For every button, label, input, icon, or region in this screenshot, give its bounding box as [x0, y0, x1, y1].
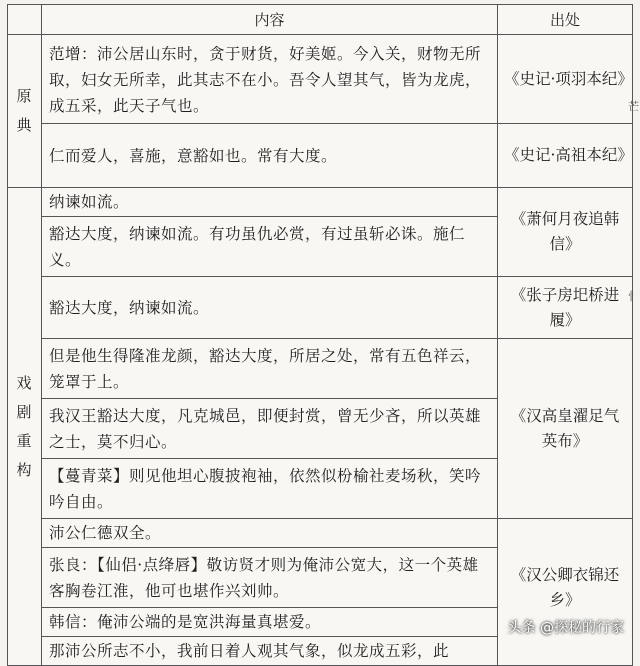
header-row	[8, 5, 633, 35]
content-cell: 纳谏如流。	[42, 188, 498, 217]
table-row	[8, 35, 633, 124]
source-cell: 《张子房圯桥进履》	[498, 277, 633, 339]
category-char: 构	[16, 460, 33, 479]
content-cell: 范增：沛公居山东时，贪于财货，好美姬。今入关，财物无所取，妇女无所幸，此其志不在小。吾令人望其气，皆为龙虎，成五采，此天子气也。	[42, 35, 498, 124]
source-cell: 《萧何月夜追韩信》	[498, 188, 633, 277]
table-row	[8, 188, 633, 217]
comparison-table	[7, 4, 633, 666]
source-cell: 《史记·项羽本纪》	[498, 35, 633, 124]
table-row	[8, 124, 633, 188]
source-cell: 《汉公卿衣锦还乡》	[498, 519, 633, 666]
content-cell: 我汉王豁达大度，凡克城邑，即便封赏，曾无少吝，所以英雄之士，莫不归心。	[42, 399, 498, 459]
edge-mark: 芒	[628, 100, 639, 113]
content-cell: 仁而爱人，喜施，意豁如也。常有大度。	[42, 124, 498, 188]
content-cell: 【蔓青菜】则见他坦心腹披袍袖，依然似枌榆社麦场秋，笑吟吟自由。	[42, 459, 498, 519]
header-content: 内容	[42, 5, 498, 35]
content-cell: 沛公仁德双全。	[42, 519, 498, 548]
table-row	[8, 277, 633, 339]
category-cell-original	[8, 35, 42, 188]
category-char: 戏	[16, 373, 33, 392]
content-cell: 豁达大度，纳谏如流。	[42, 277, 498, 339]
source-cell: 《汉高皇濯足气英布》	[498, 339, 633, 519]
category-cell-drama	[8, 188, 42, 666]
table-row	[8, 339, 633, 399]
content-cell: 张良：【仙侣·点绛唇】敬访贤才则为俺沛公宽大，这一个英雄客胸卷江淮，他可也堪作兴刘帅。	[42, 548, 498, 608]
content-cell: 韩信：俺沛公端的是宽洪海量真堪爱。	[42, 608, 498, 637]
edge-mark: 忄	[628, 290, 639, 303]
content-cell: 但是他生得隆准龙颜，豁达大度，所居之处，常有五色祥云，笼罩于上。	[42, 339, 498, 399]
watermark: 头条 @探秘的行家	[507, 620, 624, 636]
content-cell: 豁达大度，纳谏如流。有功虽仇必赏，有过虽斩必诛。施仁义。	[42, 217, 498, 277]
header-source: 出处	[498, 5, 633, 35]
table-row	[8, 519, 633, 548]
category-char: 剧	[16, 402, 33, 421]
category-char: 原	[16, 87, 33, 105]
category-char: 重	[16, 431, 33, 450]
header-category	[8, 5, 42, 35]
category-char: 典	[16, 116, 33, 134]
source-cell: 《史记·高祖本纪》	[498, 124, 633, 188]
content-cell: 那沛公所志不小，我前日着人观其气象，似龙成五彩，此	[42, 637, 498, 666]
